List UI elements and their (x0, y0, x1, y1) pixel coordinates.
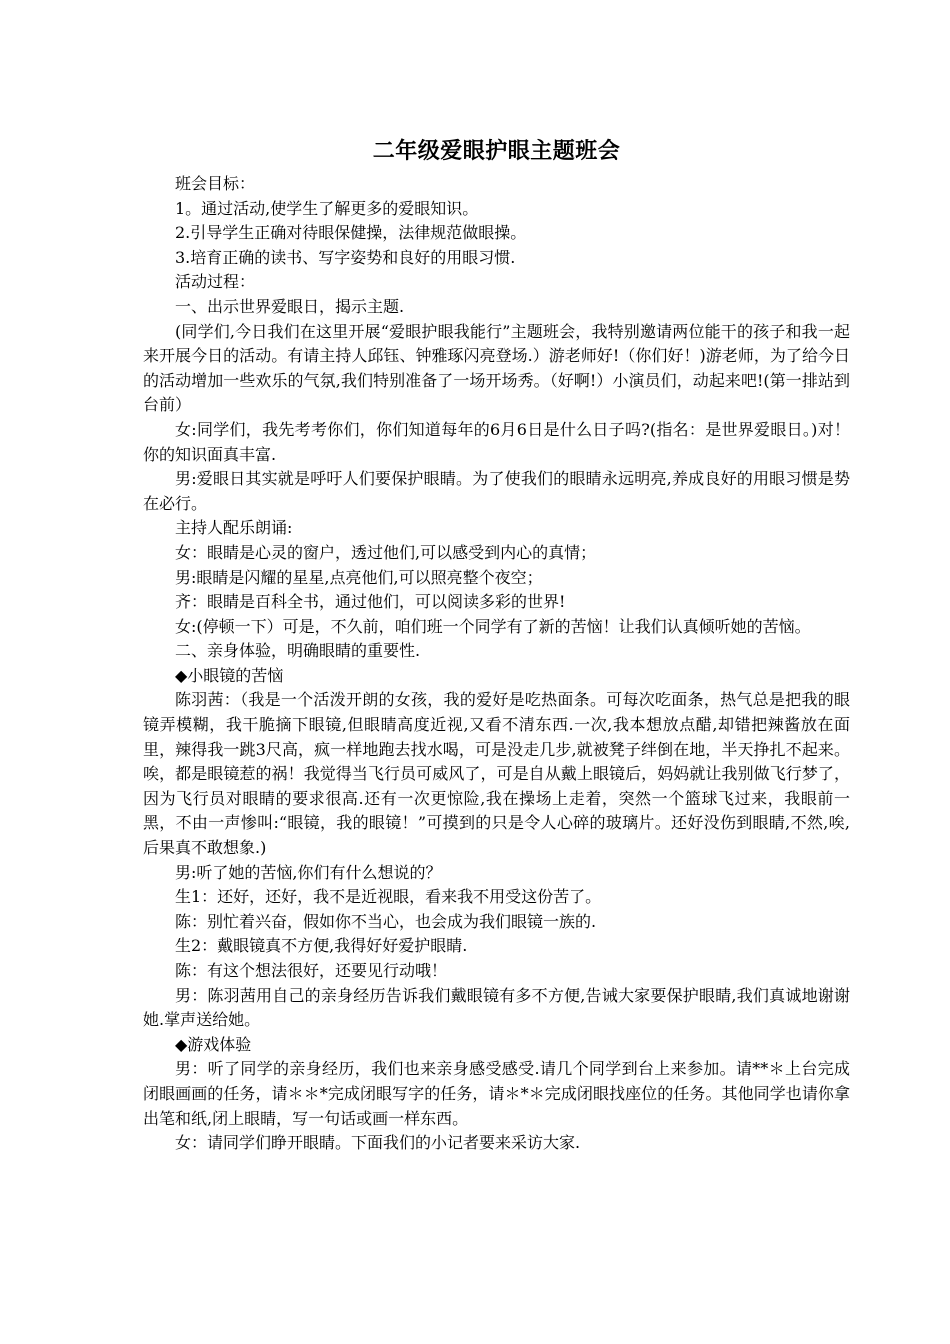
paragraph: 齐：眼睛是百科全书，通过他们，可以阅读多彩的世界! (175, 592, 566, 612)
paragraph: 女：眼睛是心灵的窗户，透过他们,可以感受到内心的真情； (175, 542, 597, 562)
paragraph-subheading: ◆小眼镜的苦恼 (175, 665, 284, 685)
paragraph: 女：请同学们睁开眼睛。下面我们的小记者要来采访大家. (175, 1133, 581, 1153)
paragraph-section-1: 一、出示世界爱眼日，揭示主题. (175, 296, 405, 316)
paragraph: 主持人配乐朗诵: (175, 518, 293, 538)
paragraph: (同学们,今日我们在这里开展“爱眼护眼我能行”主题班会，我特别邀请两位能干的孩子和我一起来开展今日的活动。有请主持人邱钰、钟雅琢闪亮登场.）游老师好!（你们好！)游老师，为了给今日的活动增加一些欢乐的气氛,我们特别准备了一场开场秀。（好啊!）小演员们，动起来吧!(第一排站到台前） (143, 321, 850, 415)
paragraph: 女:同学们，我先考考你们，你们知道每年的6月6日是什么日子吗?(指名：是世界爱眼日。)对！你的知识面真丰富. (143, 419, 850, 464)
paragraph-section-2: 二、亲身体验，明确眼睛的重要性. (175, 641, 421, 661)
paragraph: 陈：有这个想法很好，还要见行动哦！ (175, 961, 448, 980)
paragraph-process-heading: 活动过程： (175, 272, 256, 292)
paragraph: 男:眼睛是闪耀的星星,点亮他们,可以照亮整个夜空； (175, 567, 543, 587)
paragraph: 男:听了她的苦恼,你们有什么想说的？ (175, 862, 442, 882)
paragraph-goal-3: 3.培育正确的读书、写字姿势和良好的用眼习惯. (175, 247, 516, 267)
document-title: 二年级爱眼护眼主题班会 (372, 138, 621, 164)
paragraph-goal-1: 1。通过活动,使学生了解更多的爱眼知识。 (175, 198, 479, 218)
paragraph: 陈羽茜：（我是一个活泼开朗的女孩，我的爱好是吃热面条。可每次吃面条，热气总是把我的眼镜弄模糊，我干脆摘下眼镜,但眼睛高度近视,又看不清东西.一次,我本想放点醋,却错把辣酱放在面里，辣得我一跳3尺高，疯一样地跑去找水喝，可是没走几步,就被凳子绊倒在地，半天挣扎不起来。唉，都是眼镜惹的祸！我觉得当飞行员可威风了，可是自从戴上眼镜后，妈妈就让我别做飞行梦了，因为飞行员对眼睛的要求很高.还有一次更惊险,我在操场上走着，突然一个篮球飞过来，我眼前一黑，不由一声惨叫:“眼镜，我的眼镜！”可摸到的只是令人心碎的玻璃片。还好没伤到眼睛,不然,唉,后果真不敢想象.) (143, 690, 850, 858)
paragraph: 生1：还好，还好，我不是近视眼，看来我不用受这份苦了。 (175, 887, 602, 907)
paragraph: 男:爱眼日其实就是呼吁人们要保护眼睛。为了使我们的眼睛永远明亮,养成良好的用眼习惯是势在必行。 (143, 469, 850, 513)
paragraph-subheading: ◆游戏体验 (175, 1034, 252, 1054)
paragraph: 男：听了同学的亲身经历，我们也来亲身感受感受.请几个同学到台上来参加。请**＊上台完成闭眼画画的任务，请＊＊*完成闭眼写字的任务，请＊*＊完成闭眼找座位的任务。其他同学也请你拿出笔和纸,闭上眼睛，写一句话或画一样东西。 (143, 1059, 850, 1128)
document-page (143, 134, 850, 1156)
paragraph-goal-heading: 班会目标： (175, 174, 256, 193)
paragraph-goal-2: 2.引导学生正确对待眼保健操，法律规范做眼操。 (175, 223, 527, 243)
paragraph: 陈：别忙着兴奋，假如你不当心，也会成为我们眼镜一族的. (175, 911, 597, 931)
paragraph: 女:(停顿一下）可是，不久前，咱们班一个同学有了新的苦恼！让我们认真倾听她的苦恼。 (175, 616, 811, 636)
paragraph: 男：陈羽茜用自己的亲身经历告诉我们戴眼镜有多不方便,告诫大家要保护眼睛,我们真诚地谢谢她.掌声送给她。 (143, 985, 850, 1030)
document-body (143, 172, 850, 1156)
paragraph: 生2：戴眼镜真不方便,我得好好爱护眼睛. (175, 936, 468, 956)
